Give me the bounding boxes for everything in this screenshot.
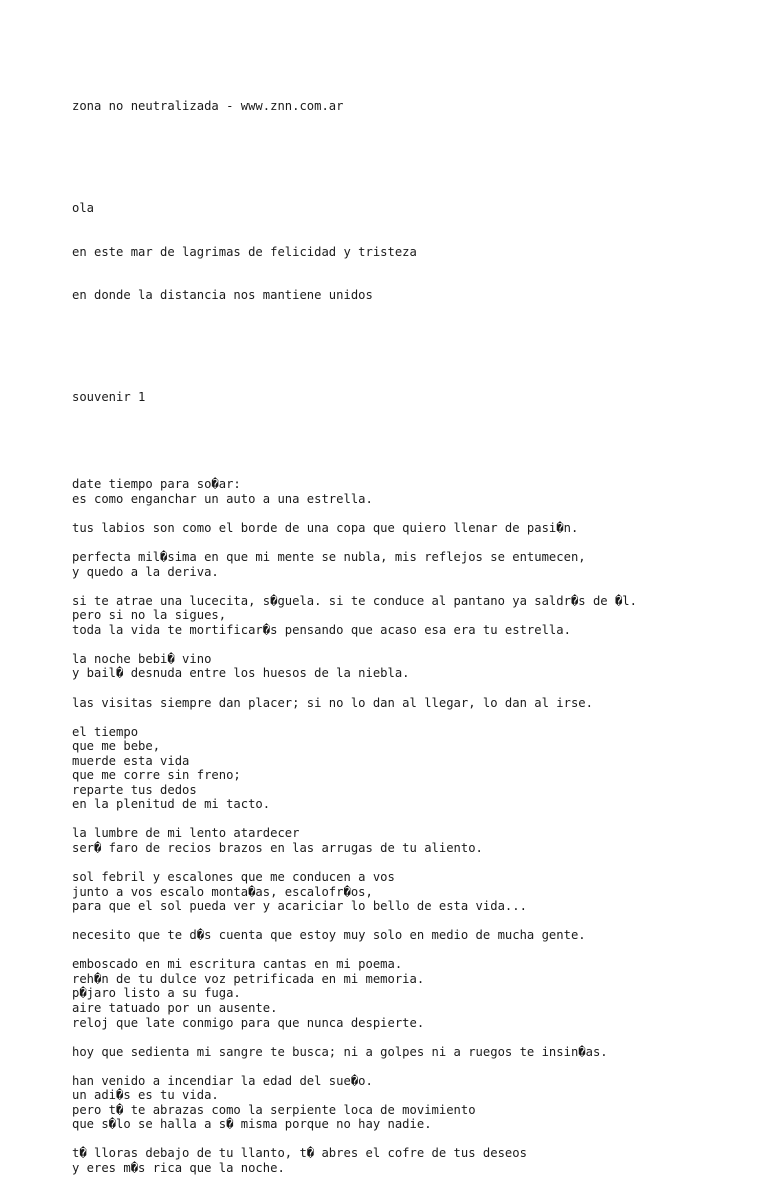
stanza-line: que s�lo se halla a s� misma porque no hay nadie.: [72, 1117, 432, 1132]
stanza-line: pero si no la sigues,: [72, 608, 227, 623]
stanza: [72, 725, 752, 812]
stanza: [72, 928, 752, 943]
stanza-line: t� lloras debajo de tu llanto, t� abres el cofre de tus deseos: [72, 1146, 527, 1161]
spacer: [72, 943, 752, 958]
stanza-line: que me corre sin freno;: [72, 768, 241, 783]
stanza-line: el tiempo: [72, 724, 139, 739]
spacer: [72, 434, 752, 449]
stanza-line: reh�n de tu dulce voz petrificada en mi memoria.: [72, 971, 425, 986]
stanza: [72, 1074, 752, 1132]
stanza-line: pero t� te abrazas como la serpiente loca de movimiento: [72, 1102, 476, 1117]
spacer: [72, 143, 752, 172]
stanza: [72, 870, 752, 914]
spacer: [72, 1059, 752, 1074]
spacer: [72, 536, 752, 551]
stanza-line: han venido a incendiar la edad del sue�o.: [72, 1073, 373, 1088]
stanza-line: reparte tus dedos: [72, 782, 197, 797]
stanza-line: sol febril y escalones que me conducen a vos: [72, 870, 395, 885]
stanza-line: reloj que late conmigo para que nunca despierte.: [72, 1015, 425, 1030]
stanza-line: la noche bebi� vino: [72, 651, 212, 666]
spacer: [72, 710, 752, 725]
intro-title: ola: [72, 200, 95, 215]
stanza-line: perfecta mil�sima en que mi mente se nubla, mis reflejos se entumecen,: [72, 550, 586, 565]
stanza-line: para que el sol pueda ver y acariciar lo bello de esta vida...: [72, 899, 527, 914]
stanza-line: la lumbre de mi lento atardecer: [72, 826, 300, 841]
document-body: [72, 70, 752, 1190]
stanza-line: aire tatuado por un ausente.: [72, 1001, 278, 1015]
stanza-line: un adi�s es tu vida.: [72, 1088, 219, 1103]
stanza-line: hoy que sedienta mi sangre te busca; ni a golpes ni a ruegos te insin�as.: [72, 1044, 608, 1059]
stanza-line: y quedo a la deriva.: [72, 564, 219, 579]
stanza: [72, 957, 752, 1030]
intro-line: en este mar de lagrimas de felicidad y tristeza: [72, 244, 417, 259]
stanza-line: toda la vida te mortificar�s pensando que acaso esa era tu estrella.: [72, 622, 571, 637]
stanza-list: [72, 477, 752, 1175]
stanza-line: muerde esta vida: [72, 753, 190, 768]
stanza-line: emboscado en mi escritura cantas en mi poema.: [72, 957, 403, 972]
stanza-line: junto a vos escalo monta�as, escalofr�os,: [72, 884, 373, 899]
stanza: [72, 652, 752, 681]
spacer: [72, 637, 752, 652]
stanza-line: date tiempo para so�ar:: [72, 477, 241, 492]
spacer: [72, 914, 752, 929]
spacer: [72, 856, 752, 871]
stanza: [72, 696, 752, 711]
intro-line: en donde la distancia nos mantiene unidos: [72, 288, 373, 303]
stanza-line: y bail� desnuda entre los huesos de la niebla.: [72, 666, 410, 681]
section-title: souvenir 1: [72, 390, 146, 405]
stanza-line: en la plenitud de mi tacto.: [72, 797, 271, 812]
spacer: [72, 1030, 752, 1045]
stanza: [72, 550, 752, 579]
stanza-line: es como enganchar un auto a una estrella.: [72, 491, 373, 506]
stanza-line: si te atrae una lucecita, s�guela. si te conduce al pantano ya saldr�s de �l.: [72, 593, 637, 608]
stanza: [72, 477, 752, 506]
spacer: [72, 1132, 752, 1147]
stanza-line: las visitas siempre dan placer; si no lo dan al llegar, lo dan al irse.: [72, 695, 593, 710]
stanza-line: p�jaro listo a su fuga.: [72, 986, 241, 1001]
stanza: [72, 594, 752, 638]
stanza: [72, 1045, 752, 1060]
stanza: [72, 521, 752, 536]
stanza-line: necesito que te d�s cuenta que estoy muy solo en medio de mucha gente.: [72, 928, 586, 943]
stanza: [72, 1146, 752, 1175]
site-header: zona no neutralizada - www.znn.com.ar: [72, 99, 344, 114]
stanza-line: que me bebe,: [72, 739, 161, 754]
spacer: [72, 332, 752, 361]
spacer: [72, 506, 752, 521]
spacer: [72, 681, 752, 696]
stanza-line: y eres m�s rica que la noche.: [72, 1161, 285, 1176]
spacer: [72, 812, 752, 827]
stanza-line: ser� faro de recios brazos en las arrugas de tu aliento.: [72, 840, 483, 855]
stanza-line: tus labios son como el borde de una copa que quiero llenar de pasi�n.: [72, 520, 579, 535]
stanza: [72, 826, 752, 855]
spacer: [72, 579, 752, 594]
